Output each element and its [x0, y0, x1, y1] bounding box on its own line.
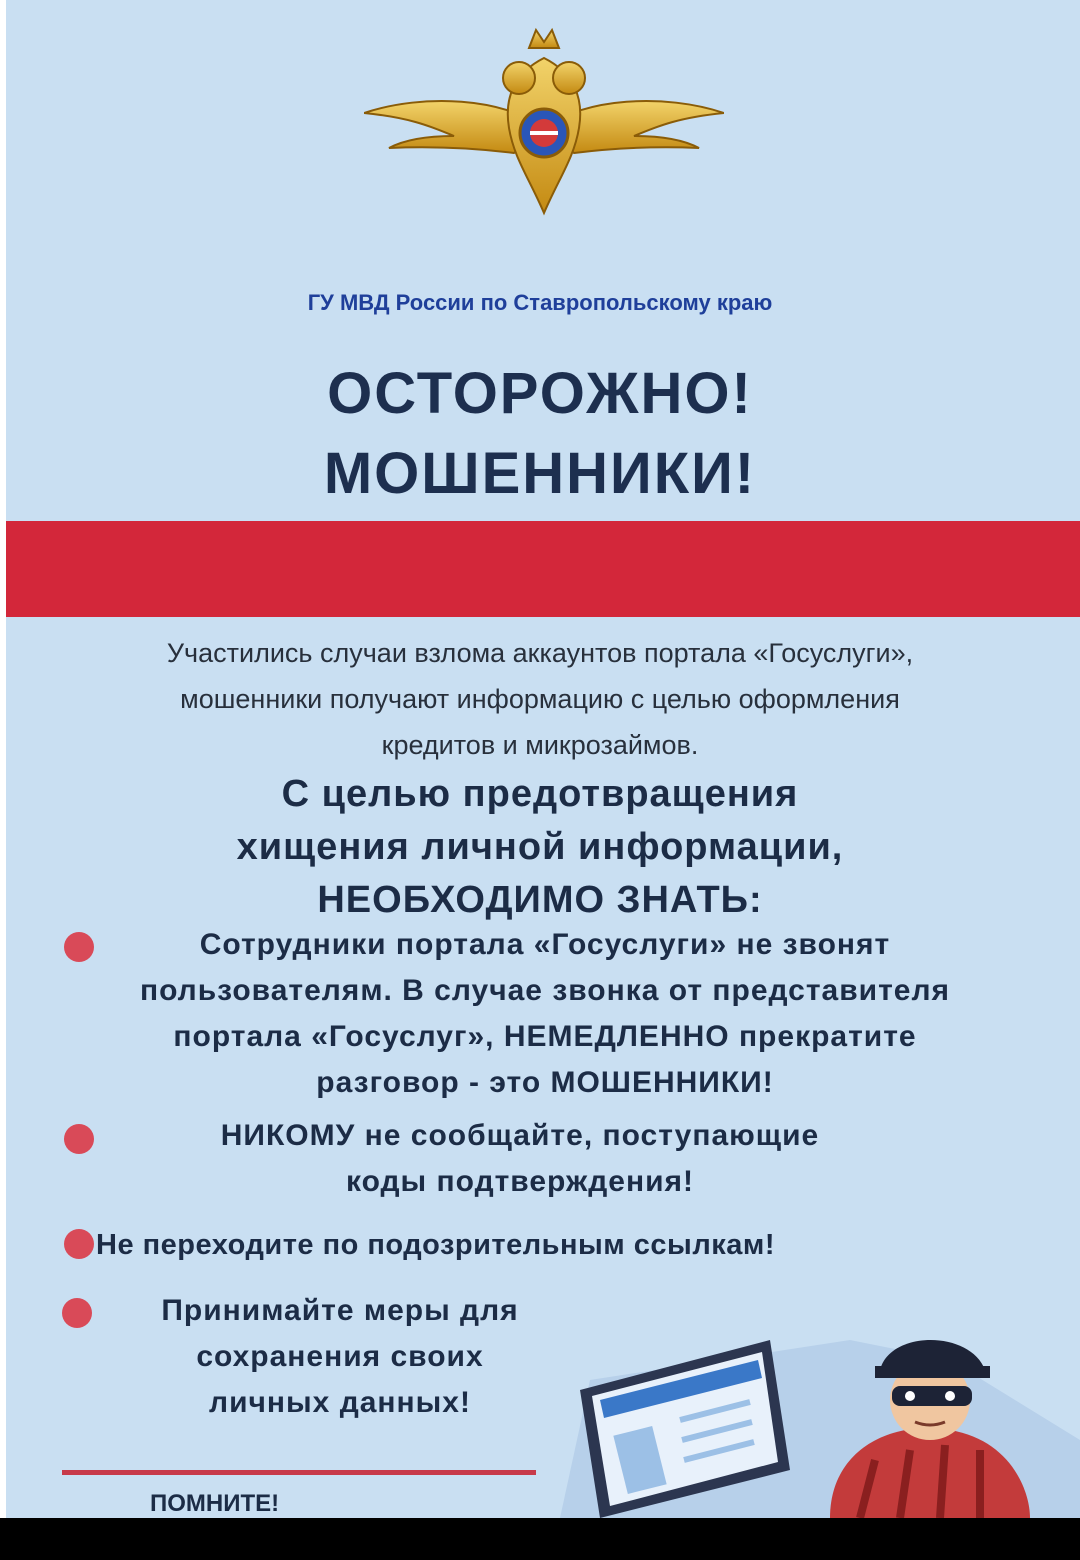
footer-divider: [62, 1470, 536, 1475]
double-headed-eagle-emblem-icon: [364, 18, 724, 218]
subheading-line: НЕОБХОДИМО ЗНАТЬ:: [317, 879, 763, 921]
warning-item: [20, 1113, 1020, 1205]
intro-paragraph: [60, 630, 1020, 768]
intro-line: кредитов и микрозаймов.: [381, 730, 699, 760]
warning-item: [20, 922, 1070, 1106]
warning-line: НИКОМУ не сообщайте, поступающие: [220, 1119, 820, 1152]
warning-line: портала «Госуслуг», НЕМЕДЛЕННО прекратите: [173, 1020, 917, 1053]
red-band-divider: [6, 521, 1080, 617]
warning-line: сохранения своих: [196, 1340, 484, 1373]
warning-line: Сотрудники портала «Госуслуги» не звонят: [199, 928, 891, 961]
subheading-line: хищения личной информации,: [236, 826, 844, 868]
warning-line: Принимайте меры для: [161, 1294, 519, 1327]
side-strip: [0, 0, 6, 1518]
headline-caution: ОСТОРОЖНО!: [327, 361, 753, 426]
warning-line: пользователям. В случае звонка от представителя: [139, 974, 951, 1007]
warning-item: [96, 1222, 1076, 1268]
warning-line: разговор - это МОШЕННИКИ!: [316, 1066, 774, 1099]
warning-line: коды подтверждения!: [345, 1165, 695, 1198]
bottom-black-bar: [0, 1518, 1080, 1560]
headline-fraudsters: МОШЕННИКИ!: [323, 441, 757, 506]
subheading-line: С целью предотвращения: [281, 773, 799, 815]
intro-line: мошенники получают информацию с целью оформления: [180, 684, 900, 714]
red-dot-bullet-icon: [64, 1229, 94, 1259]
hacker-at-computer-illustration: [530, 1300, 1080, 1518]
remember-label: ПОМНИТЕ!: [150, 1490, 280, 1517]
warning-line: личных данных!: [209, 1386, 471, 1419]
warning-line: Не переходите по подозрительным ссылкам!: [96, 1229, 775, 1261]
organization-name: ГУ МВД России по Ставропольскому краю: [307, 290, 773, 315]
intro-line: Участились случаи взлома аккаунтов портала «Госуслуги»,: [166, 638, 914, 668]
subheading: [0, 768, 1080, 927]
